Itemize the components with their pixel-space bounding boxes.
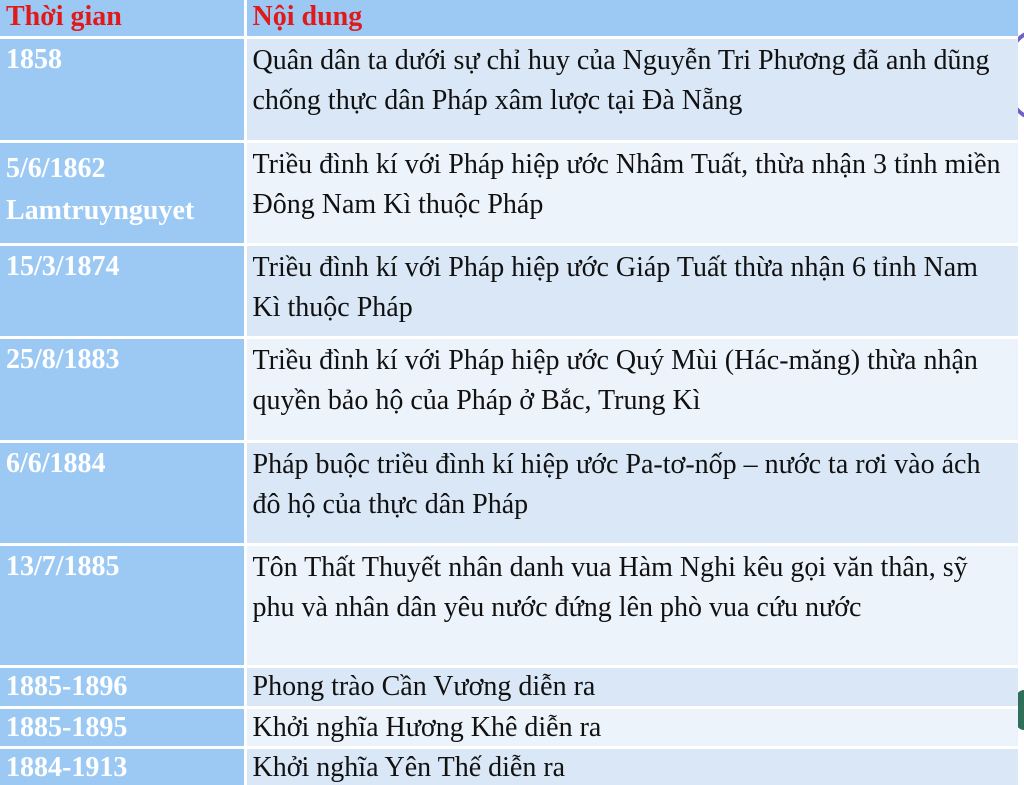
time-cell <box>0 441 245 544</box>
content-cell: Triều đình kí với Pháp hiệp ước Giáp Tuất thừa nhận 6 tỉnh Nam Kì thuộc Pháp <box>245 244 1018 337</box>
time-value: 1884-1913 <box>6 751 128 783</box>
time-value: 15/3/1874 <box>6 250 120 282</box>
content-cell: Tôn Thất Thuyết nhân danh vua Hàm Nghi kêu gọi văn thân, sỹ phu và nhân dân yêu nước đứng lên phò vua cứu nước <box>245 544 1018 666</box>
table-row <box>0 747 1018 785</box>
time-value: 1858 <box>6 43 62 75</box>
table-row <box>0 441 1018 544</box>
table-header-row <box>0 0 1018 37</box>
time-cell <box>0 337 245 441</box>
time-cell <box>0 141 245 244</box>
content-cell: Pháp buộc triều đình kí hiệp ước Pa-tơ-nốp – nước ta rơi vào ách đô hộ của thực dân Pháp <box>245 441 1018 544</box>
time-cell <box>0 747 245 785</box>
time-value: 25/8/1883 <box>6 343 120 375</box>
time-extra-label: Lamtruynguyet <box>6 194 195 226</box>
table-row <box>0 707 1018 747</box>
table-row <box>0 141 1018 244</box>
table-row <box>0 337 1018 441</box>
time-cell <box>0 244 245 337</box>
content-cell: Phong trào Cần Vương diễn ra <box>245 666 1018 707</box>
header-content: Nội dung <box>245 0 1018 37</box>
content-cell: Khởi nghĩa Hương Khê diễn ra <box>245 707 1018 747</box>
time-cell <box>0 666 245 707</box>
header-time: Thời gian <box>0 0 245 37</box>
time-cell <box>0 707 245 747</box>
content-cell: Khởi nghĩa Yên Thế diễn ra <box>245 747 1018 785</box>
time-value: 13/7/1885 <box>6 550 120 582</box>
table-row <box>0 666 1018 707</box>
content-cell: Triều đình kí với Pháp hiệp ước Quý Mùi (Hác-măng) thừa nhận quyền bảo hộ của Pháp ở Bắc, Trung Kì <box>245 337 1018 441</box>
time-value: 1885-1896 <box>6 670 128 702</box>
time-value: 5/6/1862 <box>6 152 106 184</box>
table-row <box>0 544 1018 666</box>
table-row <box>0 244 1018 337</box>
table-row <box>0 37 1018 141</box>
time-value: 1885-1895 <box>6 711 128 743</box>
content-cell: Triều đình kí với Pháp hiệp ước Nhâm Tuất, thừa nhận 3 tỉnh miền Đông Nam Kì thuộc Pháp <box>245 141 1018 244</box>
time-cell <box>0 544 245 666</box>
time-cell <box>0 37 245 141</box>
content-cell: Quân dân ta dưới sự chỉ huy của Nguyễn Tri Phương đã anh dũng chống thực dân Pháp xâm lược tại Đà Nẵng <box>245 37 1018 141</box>
time-value: 6/6/1884 <box>6 447 106 479</box>
